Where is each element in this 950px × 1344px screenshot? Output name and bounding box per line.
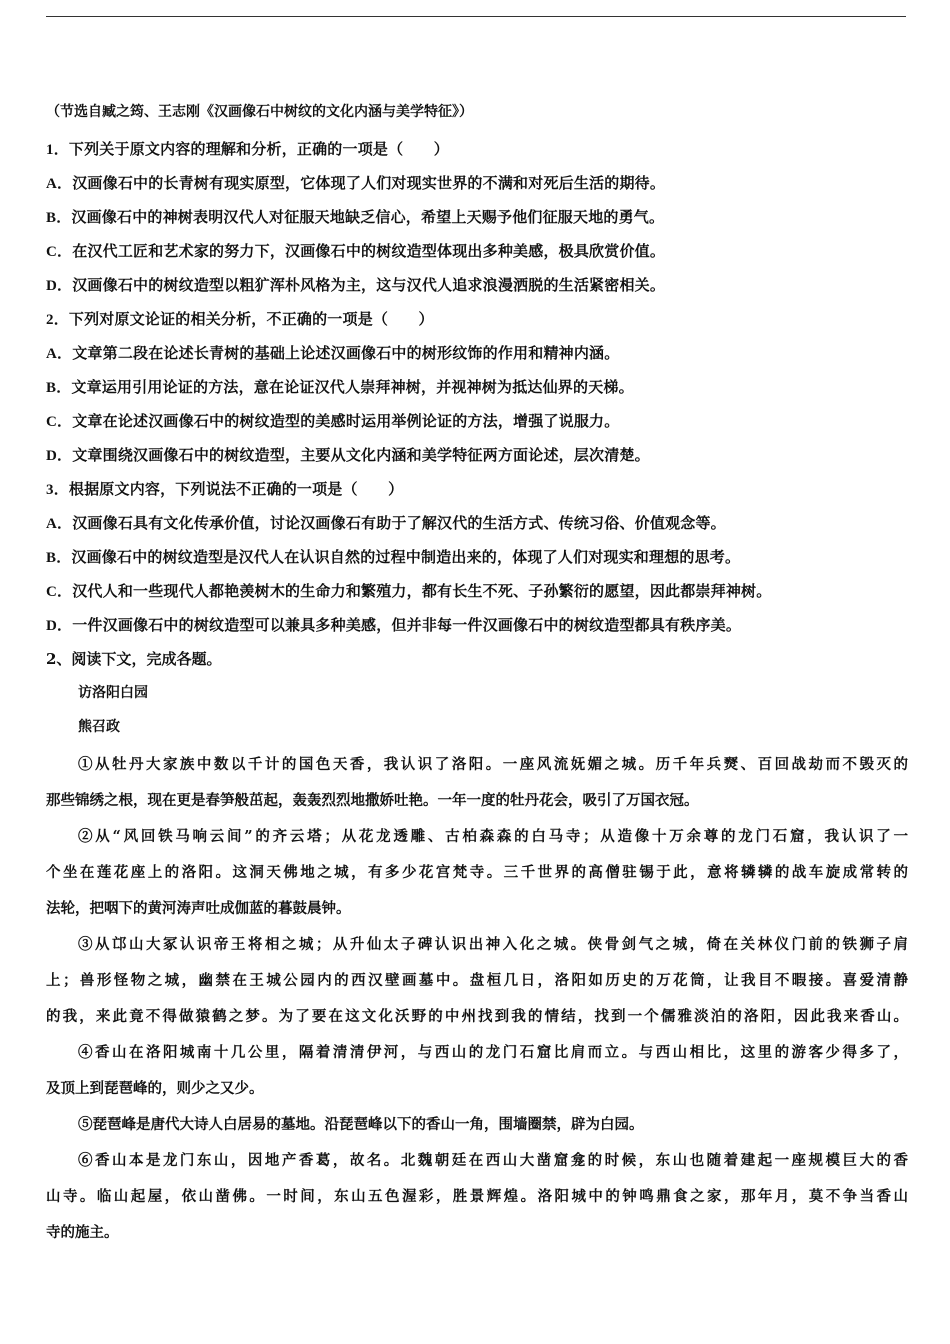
option-text: 汉画像石中的树纹造型是汉代人在认识自然的过程中制造出来的，体现了人们对现实和理想的思考。 [71,548,741,566]
option-text: 汉画像石中的神树表明汉代人对征服天地缺乏信心，希望上天赐予他们征服天地的勇气。 [71,208,665,226]
question-text: 根据原文内容，下列说法不正确的一项是（ ） [68,480,404,498]
answer-option [46,204,908,238]
option-letter: C． [46,584,73,600]
option-text: 在汉代工匠和艺术家的努力下，汉画像石中的树纹造型体现出多种美感，极具欣赏价值。 [72,242,666,260]
answer-option [46,612,908,646]
essay-line: 山寺。临山起屋，依山凿佛。一时间，东山五色渥彩，胜景辉煌。洛阳城中的钟鸣鼎食之家，那年月，莫不争当香山 [46,1188,908,1205]
answer-option [46,272,908,306]
essay-line: 个坐在莲花座上的洛阳。这洞天佛地之城，有多少花宫梵寺。三千世界的高僧驻锡于此，意将辚辚的战车旋成常转的 [46,864,908,881]
essay-title: 访洛阳白园 [78,685,148,701]
option-text: 文章第二段在论述长青树的基础上论述汉画像石中的树形纹饰的作用和精神内涵。 [72,344,620,362]
option-text: 文章在论述汉画像石中的树纹造型的美感时运用举例论证的方法，增强了说服力。 [72,412,620,430]
answer-option [46,340,908,374]
section-heading: 2、阅读下文，完成各题。 [46,650,222,668]
answer-option [46,442,908,476]
answer-option [46,170,908,204]
option-text: 文章运用引用论证的方法，意在论证汉代人崇拜神树，并视神树为抵达仙界的天梯。 [71,378,634,396]
option-text: 汉画像石具有文化传承价值，讨论汉画像石有助于了解汉代的生活方式、传统习俗、价值观念等。 [72,514,726,532]
essay-line: ③从邙山大冢认识帝王将相之城；从升仙太子碑认识出神入化之城。侠骨剑气之城，倚在关林仪门前的铁狮子肩 [78,936,908,953]
option-letter: B． [46,210,72,226]
answer-option [46,238,908,272]
option-letter: C． [46,244,73,260]
essay-body [46,748,908,1252]
essay-line: 上；兽形怪物之城，幽禁在王城公园内的西汉壁画墓中。盘桓几日，洛阳如历史的万花筒，让我目不暇接。喜爱清静 [46,972,908,989]
essay-line: 及顶上到琵琶峰的，则少之又少。 [46,1080,264,1097]
essay-line: ①从牡丹大家族中数以千计的国色天香，我认识了洛阳。一座风流妩媚之城。历千年兵燹、百回战劫而不毁灭的 [78,756,908,773]
header-rule [46,16,906,17]
essay-line: ④香山在洛阳城南十几公里，隔着清清伊河，与西山的龙门石窟比肩而立。与西山相比，这里的游客少得多了， [78,1044,908,1061]
essay-line: 那些锦绣之根，现在更是春笋般茁起，轰轰烈烈地撒娇吐艳。一年一度的牡丹花会，吸引了万国衣冠。 [46,792,699,809]
option-letter: D． [46,448,73,464]
question-text: 下列关于原文内容的理解和分析，正确的一项是（ ） [68,140,449,158]
question-list [46,136,908,646]
answer-option [46,510,908,544]
source-citation: （节选自臧之筠、王志刚《汉画像石中树纹的文化内涵与美学特征》） [46,104,473,120]
question-number: 3． [46,482,69,498]
option-letter: A． [46,176,73,192]
question-number: 2． [46,312,69,328]
option-text: 汉画像石中的树纹造型以粗犷浑朴风格为主，这与汉代人追求浪漫洒脱的生活紧密相关。 [72,276,666,294]
option-letter: C． [46,414,73,430]
essay-line: 寺的施主。 [46,1224,119,1241]
essay-line: ⑥香山本是龙门东山，因地产香葛，故名。北魏朝廷在西山大凿窟龛的时候，东山也随着建起一座规模巨大的香 [78,1152,908,1169]
essay-line: 法轮，把咽下的黄河涛声吐成伽蓝的暮鼓晨钟。 [46,900,351,917]
answer-option [46,374,908,408]
option-letter: D． [46,618,73,634]
option-text: 一件汉画像石中的树纹造型可以兼具多种美感，但并非每一件汉画像石中的树纹造型都具有秩序美。 [72,616,742,634]
option-letter: D． [46,278,73,294]
question-stem [46,476,908,510]
option-letter: B． [46,550,72,566]
question-text: 下列对原文论证的相关分析，不正确的一项是（ ） [68,310,434,328]
essay-line: 的我，来此竟不得做猿鹤之梦。为了要在这文化沃野的中州找到我的情结，找到一个儒雅淡泊的洛阳，因此我来香山。 [46,1008,908,1025]
option-text: 汉代人和一些现代人都艳羡树木的生命力和繁殖力，都有长生不死、子孙繁衍的愿望，因此都崇拜神树。 [72,582,772,600]
question-stem [46,136,908,170]
essay-line: ⑤琵琶峰是唐代大诗人白居易的墓地。沿琵琶峰以下的香山一角，围墙圈禁，辟为白园。 [78,1116,644,1133]
answer-option [46,578,908,612]
essay-author: 熊召政 [78,719,120,735]
option-letter: A． [46,346,73,362]
answer-option [46,544,908,578]
option-text: 文章围绕汉画像石中的树纹造型，主要从文化内涵和美学特征两方面论述，层次清楚。 [72,446,650,464]
option-letter: B． [46,380,72,396]
document-page [46,99,908,1252]
question-number: 1． [46,142,69,158]
option-text: 汉画像石中的长青树有现实原型，它体现了人们对现实世界的不满和对死后生活的期待。 [72,174,666,192]
question-stem [46,306,908,340]
answer-option [46,408,908,442]
essay-line: ②从“风回铁马响云间”的齐云塔；从花龙透雕、古柏森森的白马寺；从造像十万余尊的龙门石窟，我认识了一 [78,828,908,845]
option-letter: A． [46,516,73,532]
